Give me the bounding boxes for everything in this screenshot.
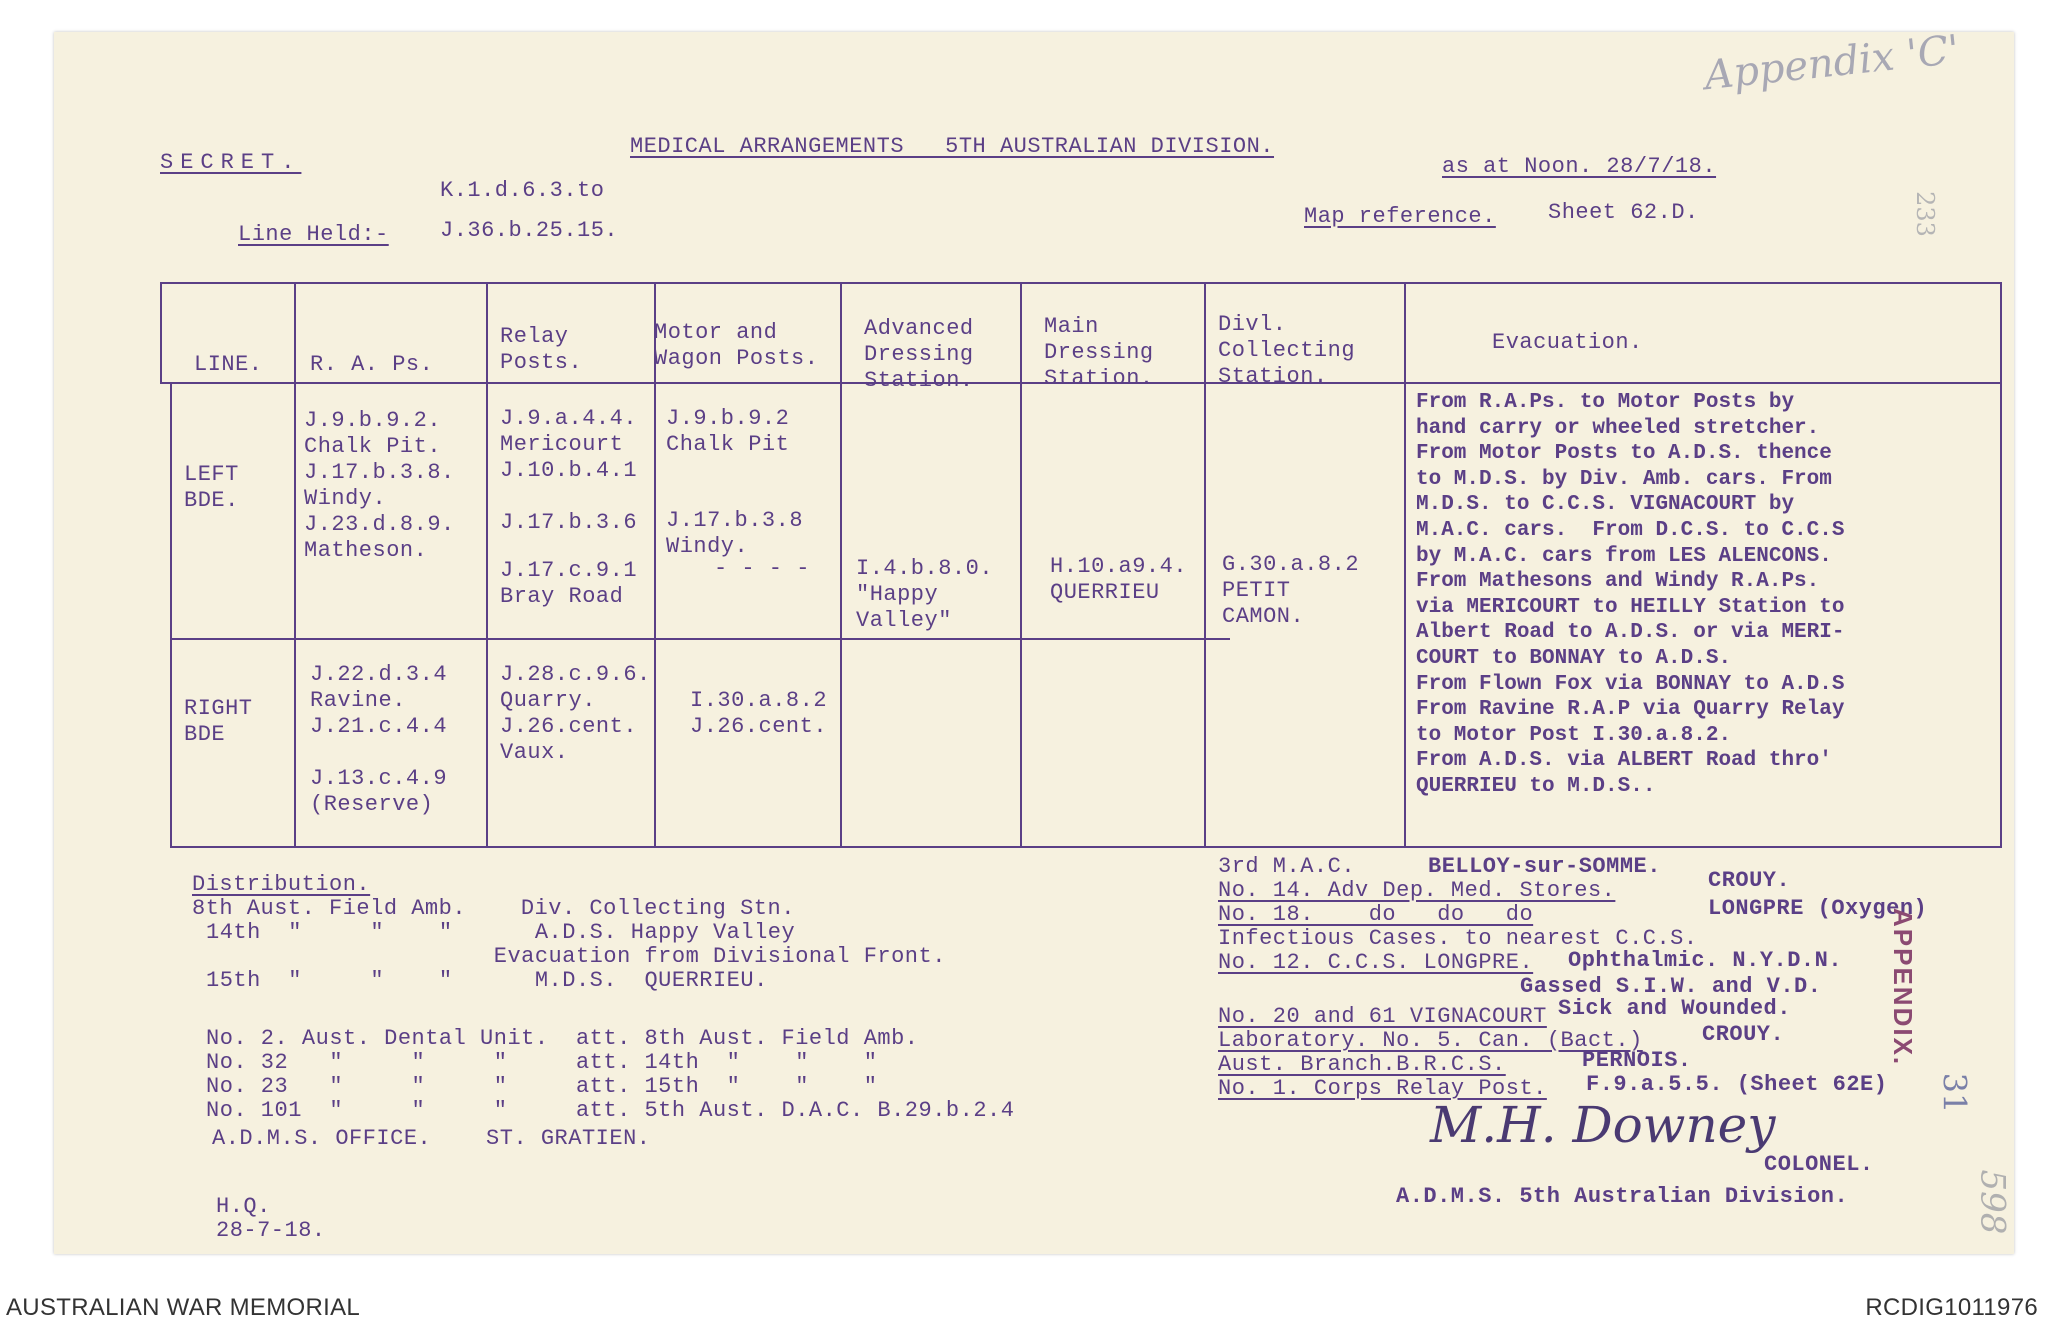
map-reference-label: Map reference. [1304, 204, 1496, 229]
header-line: LINE. [194, 352, 263, 377]
service-location: BELLOY-sur-SOMME. [1428, 854, 1661, 879]
service-location: CROUY. [1708, 868, 1791, 893]
dcs-location: G.30.a.8.2 PETIT CAMON. [1222, 552, 1360, 629]
service-name: 3rd M.A.C. [1218, 854, 1356, 879]
left-bde-motor-a: J.9.b.9.2 Chalk Pit [666, 406, 790, 457]
ads-location: I.4.b.8.0. "Happy Valley" [856, 556, 994, 633]
distribution-line: 14th " " " A.D.S. Happy Valley [206, 920, 796, 945]
left-bde-relay-c: J.17.c.9.1 Bray Road [500, 558, 638, 609]
service-location: LONGPRE (Oxygen) [1708, 896, 1928, 921]
service-location: Gassed S.I.W. and V.D. [1520, 974, 1822, 999]
distribution-heading: Distribution. [192, 872, 371, 897]
service-location: Sick and Wounded. [1558, 996, 1791, 1021]
hq-date: 28-7-18. [216, 1218, 326, 1243]
header-raps: R. A. Ps. [310, 352, 434, 377]
left-bde-relay-b: J.17.b.3.6 [500, 510, 638, 535]
appendix-number: 31 [1935, 1072, 1974, 1114]
right-bde-relay: J.28.c.9.6. Quarry. J.26.cent. Vaux. [500, 662, 651, 765]
mds-location: H.10.a9.4. QUERRIEU [1050, 554, 1188, 605]
service-name: No. 14. Adv Dep. Med. Stores. [1218, 878, 1616, 903]
distribution-line: Evacuation from Divisional Front. [206, 944, 946, 969]
distribution-line: No. 101 " " " att. 5th Aust. D.A.C. B.29.b.2.4 [206, 1098, 1015, 1123]
folio-number: 598 [1972, 1169, 2013, 1235]
footer-record-id: RCDIG1011976 [1865, 1294, 2038, 1321]
signature-office: A.D.M.S. 5th Australian Division. [1396, 1184, 1849, 1209]
handwritten-appendix-note: Appendix 'C' [1702, 26, 1962, 100]
distribution-line: No. 2. Aust. Dental Unit. att. 8th Aust. Field Amb. [206, 1026, 919, 1051]
service-location: PERNOIS. [1582, 1048, 1692, 1073]
service-name: No. 12. C.C.S. LONGPRE. [1218, 950, 1534, 975]
left-bde-motor-b: J.17.b.3.8 Windy. [666, 508, 804, 559]
service-name: No. 1. Corps Relay Post. [1218, 1076, 1547, 1101]
appendix-stamp: APPENDIX. [1888, 908, 1918, 1067]
right-bde-raps-b: J.13.c.4.9 (Reserve) [310, 766, 448, 817]
distribution-line: 8th Aust. Field Amb. Div. Collecting Stn. [192, 896, 795, 921]
evacuation-text: From R.A.Ps. to Motor Posts by hand carry or wheeled stretcher. From Motor Posts to A.D.S. thence to M.D.S. by Div. Amb. cars. From M.D.S. to C.C.S. VIGNACOURT by M.A.C. cars. From D.C.S. to C.C.S by M.A.C. cars from LES ALENCONS. From Mathesons and Windy R.A.Ps. via MERICOURT to HEILLY Station to Albert Road to A.D.S. or via MERI- COURT to BONNAY to A.D.S. From Flown Fox via BONNAY to A.D.S From Ravine R.A.P via Quarry Relay to Motor Post I.30.a.8.2. From A.D.S. via ALBERT Road thro' QUERRIEU to M.D.S.. [1416, 391, 1845, 798]
service-location: F.9.a.5.5. (Sheet 62E) [1586, 1072, 1888, 1097]
header-motor-wagon-posts: Motor and Wagon Posts. [654, 320, 819, 371]
header-ads: Advanced Dressing Station. [864, 316, 974, 393]
service-location: CROUY. [1702, 1022, 1785, 1047]
header-evacuation: Evacuation. [1492, 330, 1643, 355]
distribution-line: No. 32 " " " att. 14th " " " [206, 1050, 878, 1075]
service-name: No. 18. do do do [1218, 902, 1534, 927]
line-held-label: Line Held:- [238, 222, 389, 247]
distribution-line: No. 23 " " " att. 15th " " " [206, 1074, 878, 1099]
left-bde-relay-a: J.9.a.4.4. Mericourt J.10.b.4.1 [500, 406, 638, 483]
service-name: Aust. Branch.B.R.C.S. [1218, 1052, 1506, 1077]
distribution-line: 15th " " " M.D.S. QUERRIEU. [206, 968, 768, 993]
header-relay-posts: Relay Posts. [500, 324, 583, 375]
left-bde-motor-c: - - - - [714, 556, 810, 581]
secret-label: SECRET. [160, 150, 302, 175]
footer-source: AUSTRALIAN WAR MEMORIAL [6, 1294, 361, 1321]
service-name: Infectious Cases. to nearest C.C.S. [1218, 926, 1698, 951]
service-location: Ophthalmic. N.Y.D.N. [1568, 948, 1843, 973]
header-mds: Main Dressing Station. [1044, 314, 1154, 391]
line-held-ref-2: J.36.b.25.15. [440, 218, 619, 243]
left-bde-label: LEFT BDE. [184, 462, 239, 513]
right-bde-motor: I.30.a.8.2 J.26.cent. [690, 688, 828, 739]
line-held-ref-1: K.1.d.6.3.to [440, 178, 605, 203]
map-reference-value: Sheet 62.D. [1548, 200, 1699, 225]
signature-rank: COLONEL. [1764, 1152, 1874, 1177]
document-title: MEDICAL ARRANGEMENTS 5TH AUSTRALIAN DIVISION. [630, 134, 1275, 159]
right-bde-raps-a: J.22.d.3.4 Ravine. J.21.c.4.4 [310, 662, 448, 739]
as-at-date: as at Noon. 28/7/18. [1442, 154, 1717, 179]
header-dcs: Divl. Collecting Station. [1218, 312, 1356, 389]
right-bde-label: RIGHT BDE [184, 696, 253, 747]
service-name: No. 20 and 61 VIGNACOURT [1218, 1004, 1547, 1029]
service-name: Laboratory. No. 5. Can. (Bact.) [1218, 1028, 1643, 1053]
signature-handwritten: M.H. Downey [1430, 1096, 1776, 1154]
page-number-stamp: 233 [1910, 191, 1939, 237]
left-bde-raps: J.9.b.9.2. Chalk Pit. J.17.b.3.8. Windy. J.23.d.8.9. Matheson. [304, 408, 455, 563]
hq-label: H.Q. [216, 1194, 271, 1219]
distribution-line: A.D.M.S. OFFICE. ST. GRATIEN. [212, 1126, 651, 1151]
document-sheet [54, 26, 2014, 1254]
